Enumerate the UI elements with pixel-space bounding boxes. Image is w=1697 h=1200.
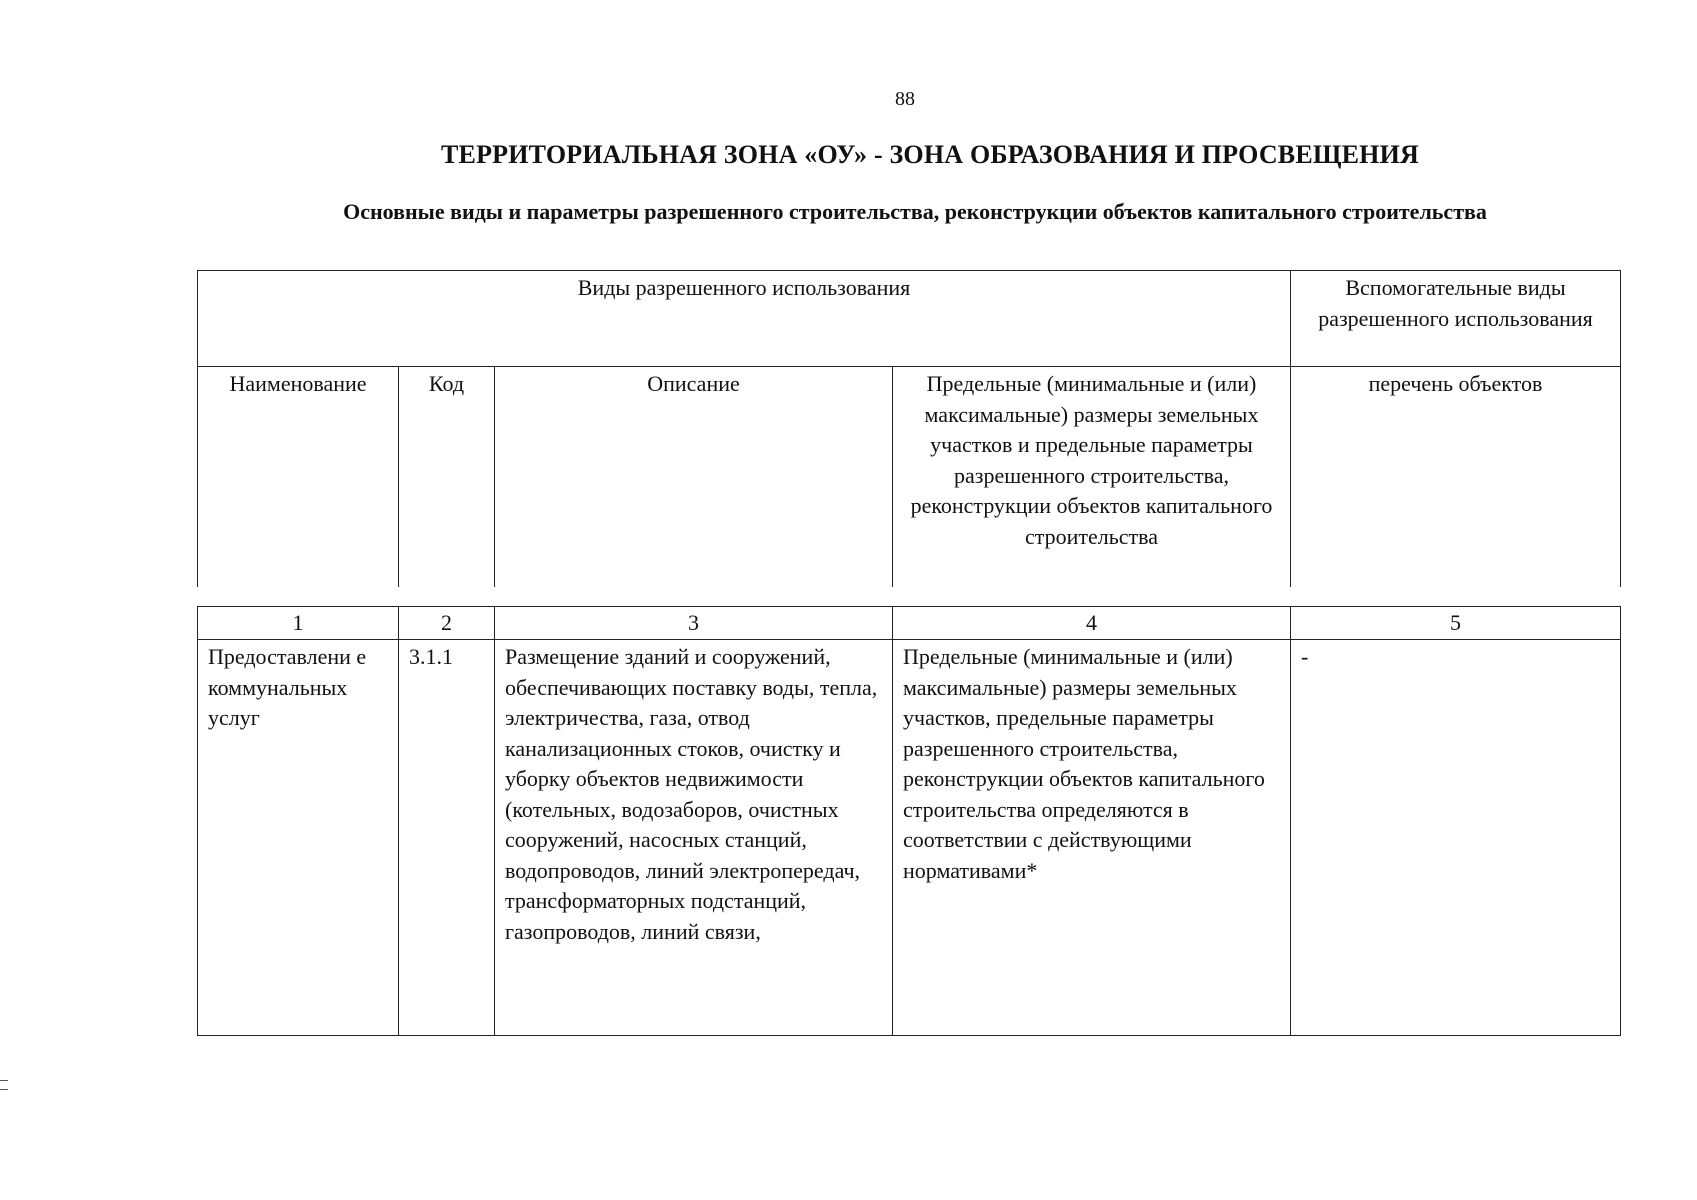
column-number: 1 xyxy=(198,607,399,640)
zone-title: ТЕРРИТОРИАЛЬНАЯ ЗОНА «ОУ» - ЗОНА ОБРАЗОВАНИЯ И ПРОСВЕЩЕНИЯ xyxy=(440,140,1420,169)
header-col-objects: перечень объектов xyxy=(1291,367,1621,587)
section-subtitle: Основные виды и параметры разрешенного строительства, реконструкции объектов капитального строительства xyxy=(343,199,1487,224)
column-number: 2 xyxy=(399,607,495,640)
column-number: 4 xyxy=(893,607,1291,640)
column-number: 3 xyxy=(495,607,893,640)
row-name: Предоставлени е коммунальных услуг xyxy=(198,640,399,1036)
body-table xyxy=(197,606,1621,1036)
header-col-name: Наименование xyxy=(198,367,399,587)
table-row xyxy=(198,640,1621,1036)
column-number-row xyxy=(198,607,1621,640)
row-parameters: Предельные (минимальные и (или) максимальные) размеры земельных участков, предельные параметры разрешенного строительства, реконструкции объектов капитального строительства определяются в соответствии с действующими нормативами* xyxy=(893,640,1291,1036)
header-col-parameters: Предельные (минимальные и (или) максимальные) размеры земельных участков и предельные параметры разрешенного строительства, реконструкции объектов капитального строительства xyxy=(893,367,1291,587)
page-number: 88 xyxy=(895,88,915,110)
row-description: Размещение зданий и сооружений, обеспечивающих поставку воды, тепла, электричества, газа, отвод канализационных стоков, очистку и уборку объектов недвижимости (котельных, водозаборов, очистных сооружений, насосных станций, водопроводов, линий электропередач, трансформаторных подстанций, газопроводов, линий связи, xyxy=(495,640,893,1036)
row-auxiliary: - xyxy=(1291,640,1621,1036)
header-col-description: Описание xyxy=(495,367,893,587)
header-group-aux: Вспомогательные виды разрешенного использования xyxy=(1291,271,1621,367)
header-col-code: Код xyxy=(399,367,495,587)
column-number: 5 xyxy=(1291,607,1621,640)
scan-edge-mark xyxy=(0,1080,8,1090)
header-group-main: Виды разрешенного использования xyxy=(198,271,1291,367)
header-table xyxy=(197,270,1621,587)
row-code: 3.1.1 xyxy=(399,640,495,1036)
